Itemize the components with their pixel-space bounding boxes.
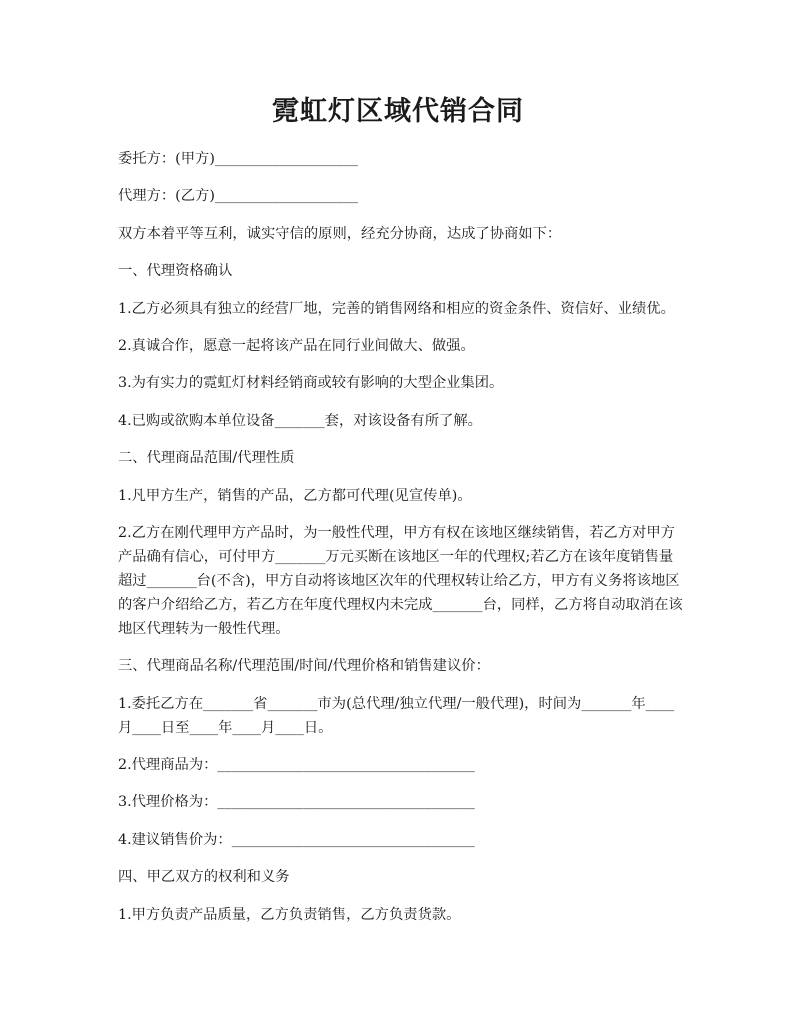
preamble: 双方本着平等互利，诚实守信的原则，经充分协商，达成了协商如下：	[118, 225, 562, 242]
clause-3-3: 3.代理价格为：____________________________________	[118, 794, 475, 811]
clause-3-1: 1.委托乙方在_______省_______市为(总代理/独立代理/一般代理)，时间为_______年____月____日至____年____月____日。	[118, 695, 675, 736]
section-heading-4: 四、甲乙双方的权利和义务	[118, 869, 290, 886]
clause-1-1: 1.乙方必须具有独立的经营厂地，完善的销售网络和相应的资金条件、资信好、业绩优。	[118, 300, 675, 317]
clause-3-4: 4.建议销售价为：__________________________________	[118, 831, 475, 848]
contract-body	[118, 147, 684, 940]
clause-1-4: 4.已购或欲购本单位设备_______套，对该设备有所了解。	[118, 412, 482, 429]
clause-4-1: 1.甲方负责产品质量，乙方负责销售，乙方负责货款。	[118, 906, 461, 923]
party-b-line: 代理方：(乙方)____________________	[118, 188, 358, 205]
section-heading-3: 三、代理商品名称/代理范围/时间/代理价格和销售建议价：	[118, 658, 490, 675]
clause-2-2: 2.乙方在刚代理甲方产品时，为一般性代理，甲方有权在该地区继续销售，若乙方对甲方产品确有信心，可付甲方_______万元买断在该地区一年的代理权;若乙方在该年度销售量超过_______台(不含)，甲方自动将该地区次年的代理权转让给乙方，甲方有义务将该地区的客户介绍给乙方，若乙方在年度代理权内未完成_______台，同样，乙方将自动取消在该地区代理转为一般性代理。	[118, 524, 683, 637]
document-title: 霓虹灯区域代销合同	[272, 96, 524, 127]
party-a-line: 委托方：(甲方)____________________	[118, 151, 358, 167]
clause-3-2: 2.代理商品为：____________________________________	[118, 757, 475, 774]
section-heading-2: 二、代理商品范围/代理性质	[118, 450, 295, 467]
section-heading-1: 一、代理资格确认	[118, 263, 233, 280]
clause-2-1: 1.凡甲方生产，销售的产品，乙方都可代理(见宣传单)。	[118, 487, 472, 504]
clause-1-2: 2.真诚合作，愿意一起将该产品在同行业间做大、做强。	[118, 337, 475, 354]
clause-1-3: 3.为有实力的霓虹灯材料经销商或较有影响的大型企业集团。	[118, 375, 504, 392]
